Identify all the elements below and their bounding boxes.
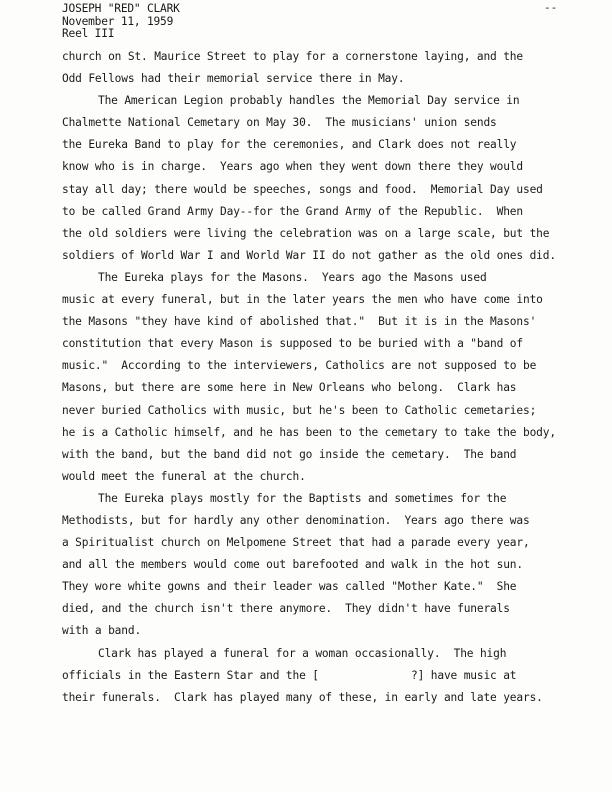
text-line: soldiers of World War I and World War II do not gather as the old ones did. [62,248,556,262]
reel-number: Reel III [62,27,115,41]
text-line: he is a Catholic himself, and he has been to the cemetary to take the body, [62,425,556,439]
text-line: Masons, but there are some here in New Orleans who belong. Clark has [62,381,517,395]
text-line: church on St. Maurice Street to play for a cornerstone laying, and the [62,50,523,63]
page-corner-mark: -- [544,1,558,14]
text-line: know who is in charge. Years ago when they went down there they would [62,160,523,174]
text-line: never buried Catholics with music, but he's been to Catholic cemetaries; [62,403,537,417]
text-line: stay all day; there would be speeches, songs and food. Memorial Day used [62,182,543,196]
paragraph-start-line: Clark has played a funeral for a woman occasionally. The high [98,646,507,660]
text-line: the Eureka Band to play for the ceremonies, and Clark does not really [62,138,517,152]
text-line: officials in the Eastern Star and the [ ?] have music at [62,668,517,682]
paragraph-start-line: The Eureka plays mostly for the Baptists and sometimes for the [98,491,507,505]
text-line: Methodists, but for hardly any other denomination. Years ago there was [62,513,530,527]
text-line: and all the members would come out barefooted and walk in the hot sun. [62,558,523,572]
text-line: They wore white gowns and their leader was called "Mother Kate." She [62,580,517,594]
text-line: with a band. [62,624,142,638]
text-line: the old soldiers were living the celebration was on a large scale, but the [62,226,550,240]
paragraph-start-line: The Eureka plays for the Masons. Years ago the Masons used [98,270,487,284]
transcript-body [62,46,562,709]
text-line: would meet the funeral at the church. [62,469,306,483]
text-line: music." According to the interviewers, Catholics are not supposed to be [62,359,537,373]
text-line: constitution that every Mason is supposed to be buried with a "band of [62,337,523,351]
interview-date: November 11, 1959 [62,14,174,28]
text-line: their funerals. Clark has played many of these, in early and late years. [62,690,543,704]
text-line: with the band, but the band did not go inside the cemetary. The band [62,447,517,461]
text-line: a Spiritualist church on Melpomene Street that had a parade every year, [62,536,530,550]
text-line: Odd Fellows had their memorial service there in May. [62,72,405,86]
text-line: music at every funeral, but in the later years the men who have come into [62,293,543,307]
paragraph-start-line: The American Legion probably handles the Memorial Day service in [98,94,520,108]
interviewee-name: JOSEPH "RED" CLARK [62,2,180,15]
text-line: to be called Grand Army Day--for the Grand Army of the Republic. When [62,204,523,218]
transcript-header [62,3,180,41]
text-line: died, and the church isn't there anymore. They didn't have funerals [62,602,510,616]
text-line: the Masons "they have kind of abolished that." But it is in the Masons' [62,315,537,329]
text-line: Chalmette National Cemetary on May 30. The musicians' union sends [62,116,497,130]
